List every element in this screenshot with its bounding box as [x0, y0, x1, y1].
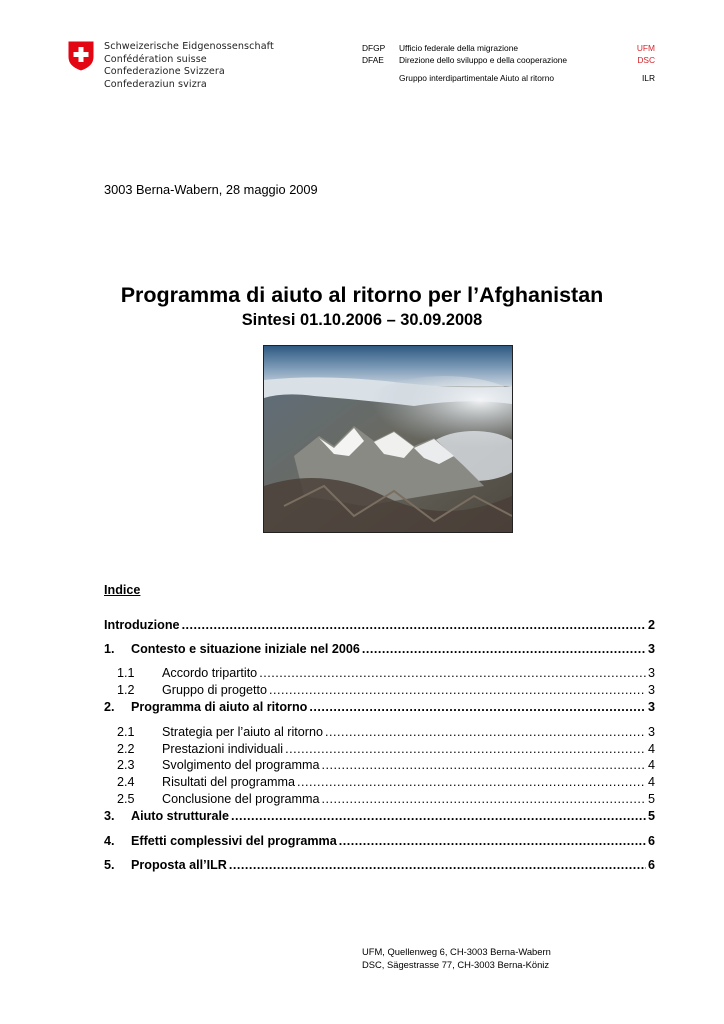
toc-entry-number: 2.2 [117, 742, 135, 756]
toc-entry-page: 6 [647, 858, 655, 872]
toc-entry-label: Gruppo di progetto [162, 683, 268, 697]
federal-name-it: Confederazione Svizzera [104, 66, 225, 78]
toc-entry-label: Prestazioni individuali [162, 742, 284, 756]
toc-entry-label: Strategia per l’aiuto al ritorno [162, 725, 324, 739]
federal-name-fr: Confédération suisse [104, 53, 207, 65]
toc-entry-page: 4 [647, 758, 655, 772]
toc-entry-number: 2.4 [117, 775, 135, 789]
date-line: 3003 Berna-Wabern, 28 maggio 2009 [104, 182, 318, 197]
dept-abbr: UFM [636, 43, 655, 53]
document-title: Programma di aiuto al ritorno per l’Afghanistan [120, 283, 604, 307]
federal-names [104, 41, 274, 91]
toc-entry-label: Proposta all’ILR [131, 858, 227, 872]
toc-entry-2-4[interactable] [104, 775, 655, 789]
toc-entry-label: Programma di aiuto al ritorno [131, 700, 308, 714]
federal-name-rm: Confederaziun svizra [104, 78, 207, 90]
toc-entry-page: 3 [647, 683, 655, 697]
toc-entry-page: 4 [647, 775, 655, 789]
footer-address [362, 945, 551, 971]
toc-entry-page: 3 [647, 725, 655, 739]
aerial-mountains-photo [263, 345, 513, 533]
toc-entry-2-2[interactable] [104, 742, 655, 756]
dept-code: DFAE [362, 55, 384, 65]
toc-entry-2-3[interactable] [104, 758, 655, 772]
federal-name-de: Schweizerische Eidgenossenschaft [104, 41, 274, 52]
toc-entry-number: 4. [104, 834, 115, 848]
toc-entry-introduzione[interactable] [104, 618, 655, 632]
toc-entry-label: Risultati del programma [162, 775, 295, 789]
toc-entry-label: Aiuto strutturale [131, 809, 229, 823]
toc-entry-4[interactable] [104, 834, 655, 848]
swiss-coat-of-arms-icon [66, 40, 96, 77]
toc-heading: Indice [104, 583, 141, 597]
dept-abbr: DSC [637, 55, 655, 65]
dept-name: Direzione dello sviluppo e della cooperazione [399, 55, 568, 65]
toc-entry-page: 4 [647, 742, 655, 756]
toc-entry-2[interactable] [104, 700, 655, 714]
toc-entry-3[interactable] [104, 809, 655, 823]
toc-entry-1[interactable] [104, 642, 655, 656]
toc-entry-number: 1. [104, 642, 115, 656]
toc-entry-2-1[interactable] [104, 725, 655, 739]
toc-entry-label: Svolgimento del programma [162, 758, 320, 772]
toc-entry-number: 1.1 [117, 666, 135, 680]
toc-entry-number: 1.2 [117, 683, 135, 697]
toc-entry-label: Accordo tripartito [162, 666, 258, 680]
toc-entry-number: 2.1 [117, 725, 135, 739]
dept-abbr: ILR [641, 73, 655, 83]
toc-entry-page: 6 [647, 834, 655, 848]
footer-line: UFM, Quellenweg 6, CH-3003 Berna-Wabern [362, 946, 551, 957]
footer-line: DSC, Sägestrasse 77, CH-3003 Berna-Köniz [362, 959, 550, 970]
toc-entry-page: 5 [647, 792, 655, 806]
dept-code: DFGP [362, 43, 386, 53]
dept-name: Gruppo interdipartimentale Aiuto al ritorno [399, 73, 555, 83]
toc-entry-label: Contesto e situazione iniziale nel 2006 [131, 642, 360, 656]
toc-entry-page: 2 [647, 618, 655, 632]
document-subtitle: Sintesi 01.10.2006 – 30.09.2008 [241, 311, 483, 329]
toc-entry-number: 5. [104, 858, 115, 872]
toc-entry-number: 2.3 [117, 758, 135, 772]
toc-entry-1-1[interactable] [104, 666, 655, 680]
toc-entry-label: Effetti complessivi del programma [131, 834, 337, 848]
toc-entry-page: 5 [647, 809, 655, 823]
toc-entry-page: 3 [647, 642, 655, 656]
toc-entry-number: 3. [104, 809, 115, 823]
toc-entry-page: 3 [647, 666, 655, 680]
toc-entry-label: Conclusione del programma [162, 792, 320, 806]
toc-entry-2-5[interactable] [104, 792, 655, 806]
toc-entry-label: Introduzione [104, 618, 180, 632]
toc-entry-page: 3 [647, 700, 655, 714]
toc-entry-number: 2. [104, 700, 115, 714]
toc-entry-number: 2.5 [117, 792, 135, 806]
toc-entry-1-2[interactable] [104, 683, 655, 697]
toc-entry-5[interactable] [104, 858, 655, 872]
dept-name: Ufficio federale della migrazione [399, 43, 519, 53]
